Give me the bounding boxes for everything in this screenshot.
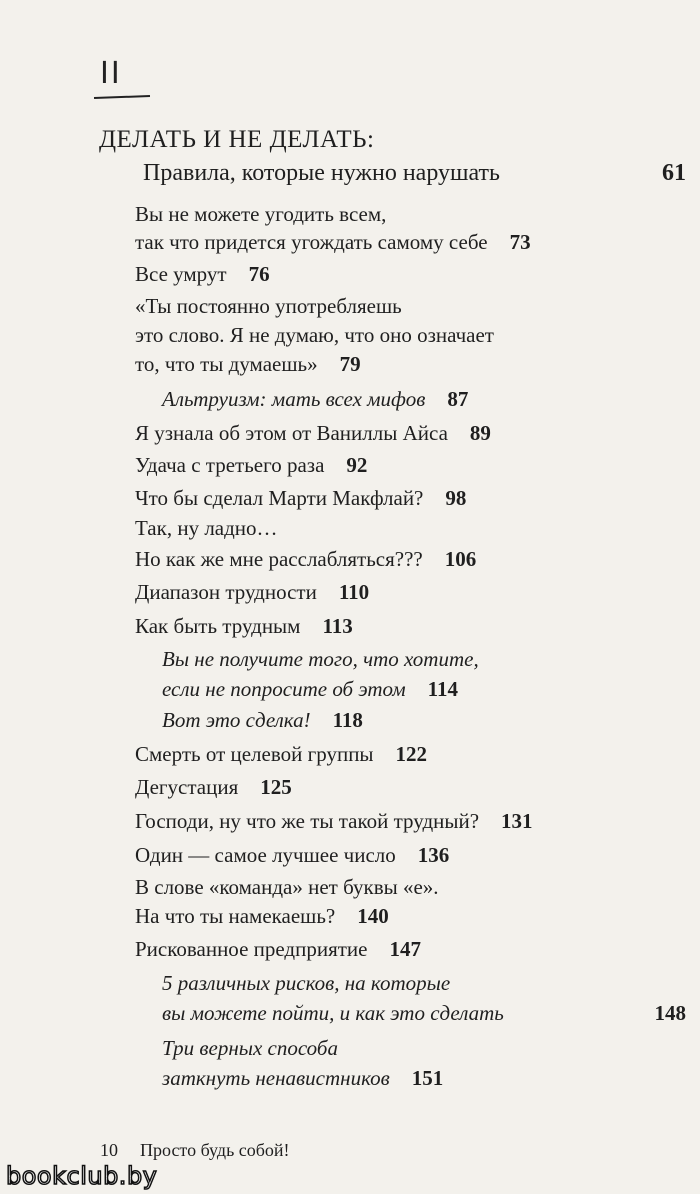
toc-entry: [135, 350, 361, 378]
toc-page-number: 76: [248, 262, 270, 286]
chapter-mark-underline: [94, 95, 150, 99]
footer-page-number: 10: [100, 1140, 118, 1160]
toc-entry-text: 5 различных рисков, на которые: [162, 971, 451, 995]
toc-entry: [162, 1064, 443, 1092]
section-title: ДЕЛАТЬ И НЕ ДЕЛАТЬ:: [99, 126, 375, 153]
toc-entry-text: Дегустация: [135, 775, 239, 799]
toc-entry: [135, 807, 533, 835]
toc-entry-text: Вы не получите того, что хотите,: [162, 647, 479, 671]
toc-page-number: 106: [444, 547, 477, 571]
toc-page-number: 98: [445, 486, 467, 510]
toc-entry-text: Правила, которые нужно нарушать: [143, 160, 500, 186]
toc-entry: [135, 484, 466, 512]
toc-entry: [135, 200, 386, 228]
toc-entry-text: Три верных способа: [162, 1036, 338, 1060]
toc-entry-text: Господи, ну что же ты такой трудный?: [135, 809, 480, 833]
toc-page-number: 118: [332, 708, 363, 732]
toc-entry-text: Один — самое лучшее число: [135, 843, 396, 867]
chapter-mark: II: [100, 56, 122, 91]
toc-entry: [162, 969, 450, 997]
toc-entry: [135, 740, 427, 768]
toc-entry: [135, 578, 369, 606]
toc-entry-text: Я узнала об этом от Ваниллы Айса: [135, 421, 448, 445]
toc-page-number: 147: [389, 937, 421, 961]
toc-entry-text: вы можете пойти, и как это сделать: [162, 1001, 504, 1025]
toc-entry: [143, 159, 686, 187]
toc-page-number: 113: [322, 614, 353, 638]
toc-entry-text: Так, ну ладно…: [135, 516, 278, 540]
footer-book-title: Просто будь собой!: [140, 1140, 290, 1160]
toc-entry: [135, 260, 270, 288]
toc-page-number: 125: [260, 775, 292, 799]
toc-entry: [135, 419, 491, 447]
toc-page-number: 87: [447, 387, 469, 411]
toc-entry-text: В слове «команда» нет буквы «е».: [135, 875, 439, 899]
toc-page-number: 140: [357, 904, 389, 928]
toc-entry: [162, 385, 468, 413]
toc-entry-text: Альтруизм: мать всех мифов: [162, 387, 426, 411]
toc-entry: [135, 873, 439, 901]
toc-entry: [135, 773, 292, 801]
site-watermark: bookclub.by: [6, 1162, 158, 1190]
toc-page-number: 92: [346, 453, 368, 477]
toc-page-number: 89: [469, 421, 491, 445]
page-footer: [100, 1140, 290, 1161]
toc-page-number: 61: [662, 160, 686, 186]
toc-entry-text: Удача с третьего раза: [135, 453, 325, 477]
toc-entry-text: Диапазон трудности: [135, 580, 317, 604]
toc-entry-text: это слово. Я не думаю, что оно означает: [135, 323, 494, 347]
toc-page-number: 148: [654, 1001, 686, 1025]
toc-entry: [135, 292, 402, 320]
toc-entry-text: заткнуть ненавистников: [162, 1066, 390, 1090]
toc-entry: [135, 902, 389, 930]
toc-entry: [135, 451, 367, 479]
toc-entry-text: то, что ты думаешь»: [135, 352, 318, 376]
toc-entry: [135, 935, 421, 963]
toc-entry: [135, 228, 531, 256]
toc-entry-text: Рискованное предприятие: [135, 937, 368, 961]
toc-page-number: 131: [501, 809, 533, 833]
toc-entry: [135, 545, 476, 573]
toc-page-number: 114: [427, 677, 458, 701]
toc-entry: [135, 612, 353, 640]
toc-entry-text: «Ты постоянно употребляешь: [135, 294, 402, 318]
toc-entry: [162, 645, 479, 673]
toc-entry: [162, 675, 458, 703]
toc-entry: [135, 841, 449, 869]
toc-page-number: 110: [338, 580, 370, 604]
toc-page-number: 73: [509, 230, 531, 254]
toc-entry-text: Вот это сделка!: [162, 708, 311, 732]
toc-entry-text: Все умрут: [135, 262, 227, 286]
toc-page-number: 122: [395, 742, 428, 766]
toc-page-number: 79: [339, 352, 361, 376]
toc-entry: [135, 321, 494, 349]
toc-page-number: 136: [417, 843, 450, 867]
toc-entry: [162, 706, 363, 734]
toc-entry: [162, 999, 686, 1027]
toc-entry-text: Смерть от целевой группы: [135, 742, 374, 766]
toc-entry-text: На что ты намекаешь?: [135, 904, 336, 928]
toc-entry: [135, 514, 278, 542]
toc-entry: [162, 1034, 338, 1062]
toc-entry-text: Но как же мне расслабляться???: [135, 547, 423, 571]
toc-entry-text: Вы не можете угодить всем,: [135, 202, 387, 226]
toc-entry-text: так что придется угождать самому себе: [135, 230, 488, 254]
toc-entry-text: Что бы сделал Марти Макфлай?: [135, 486, 424, 510]
toc-entry-text: если не попросите об этом: [162, 677, 406, 701]
toc-page-number: 151: [411, 1066, 444, 1090]
toc-entry-text: Как быть трудным: [135, 614, 301, 638]
